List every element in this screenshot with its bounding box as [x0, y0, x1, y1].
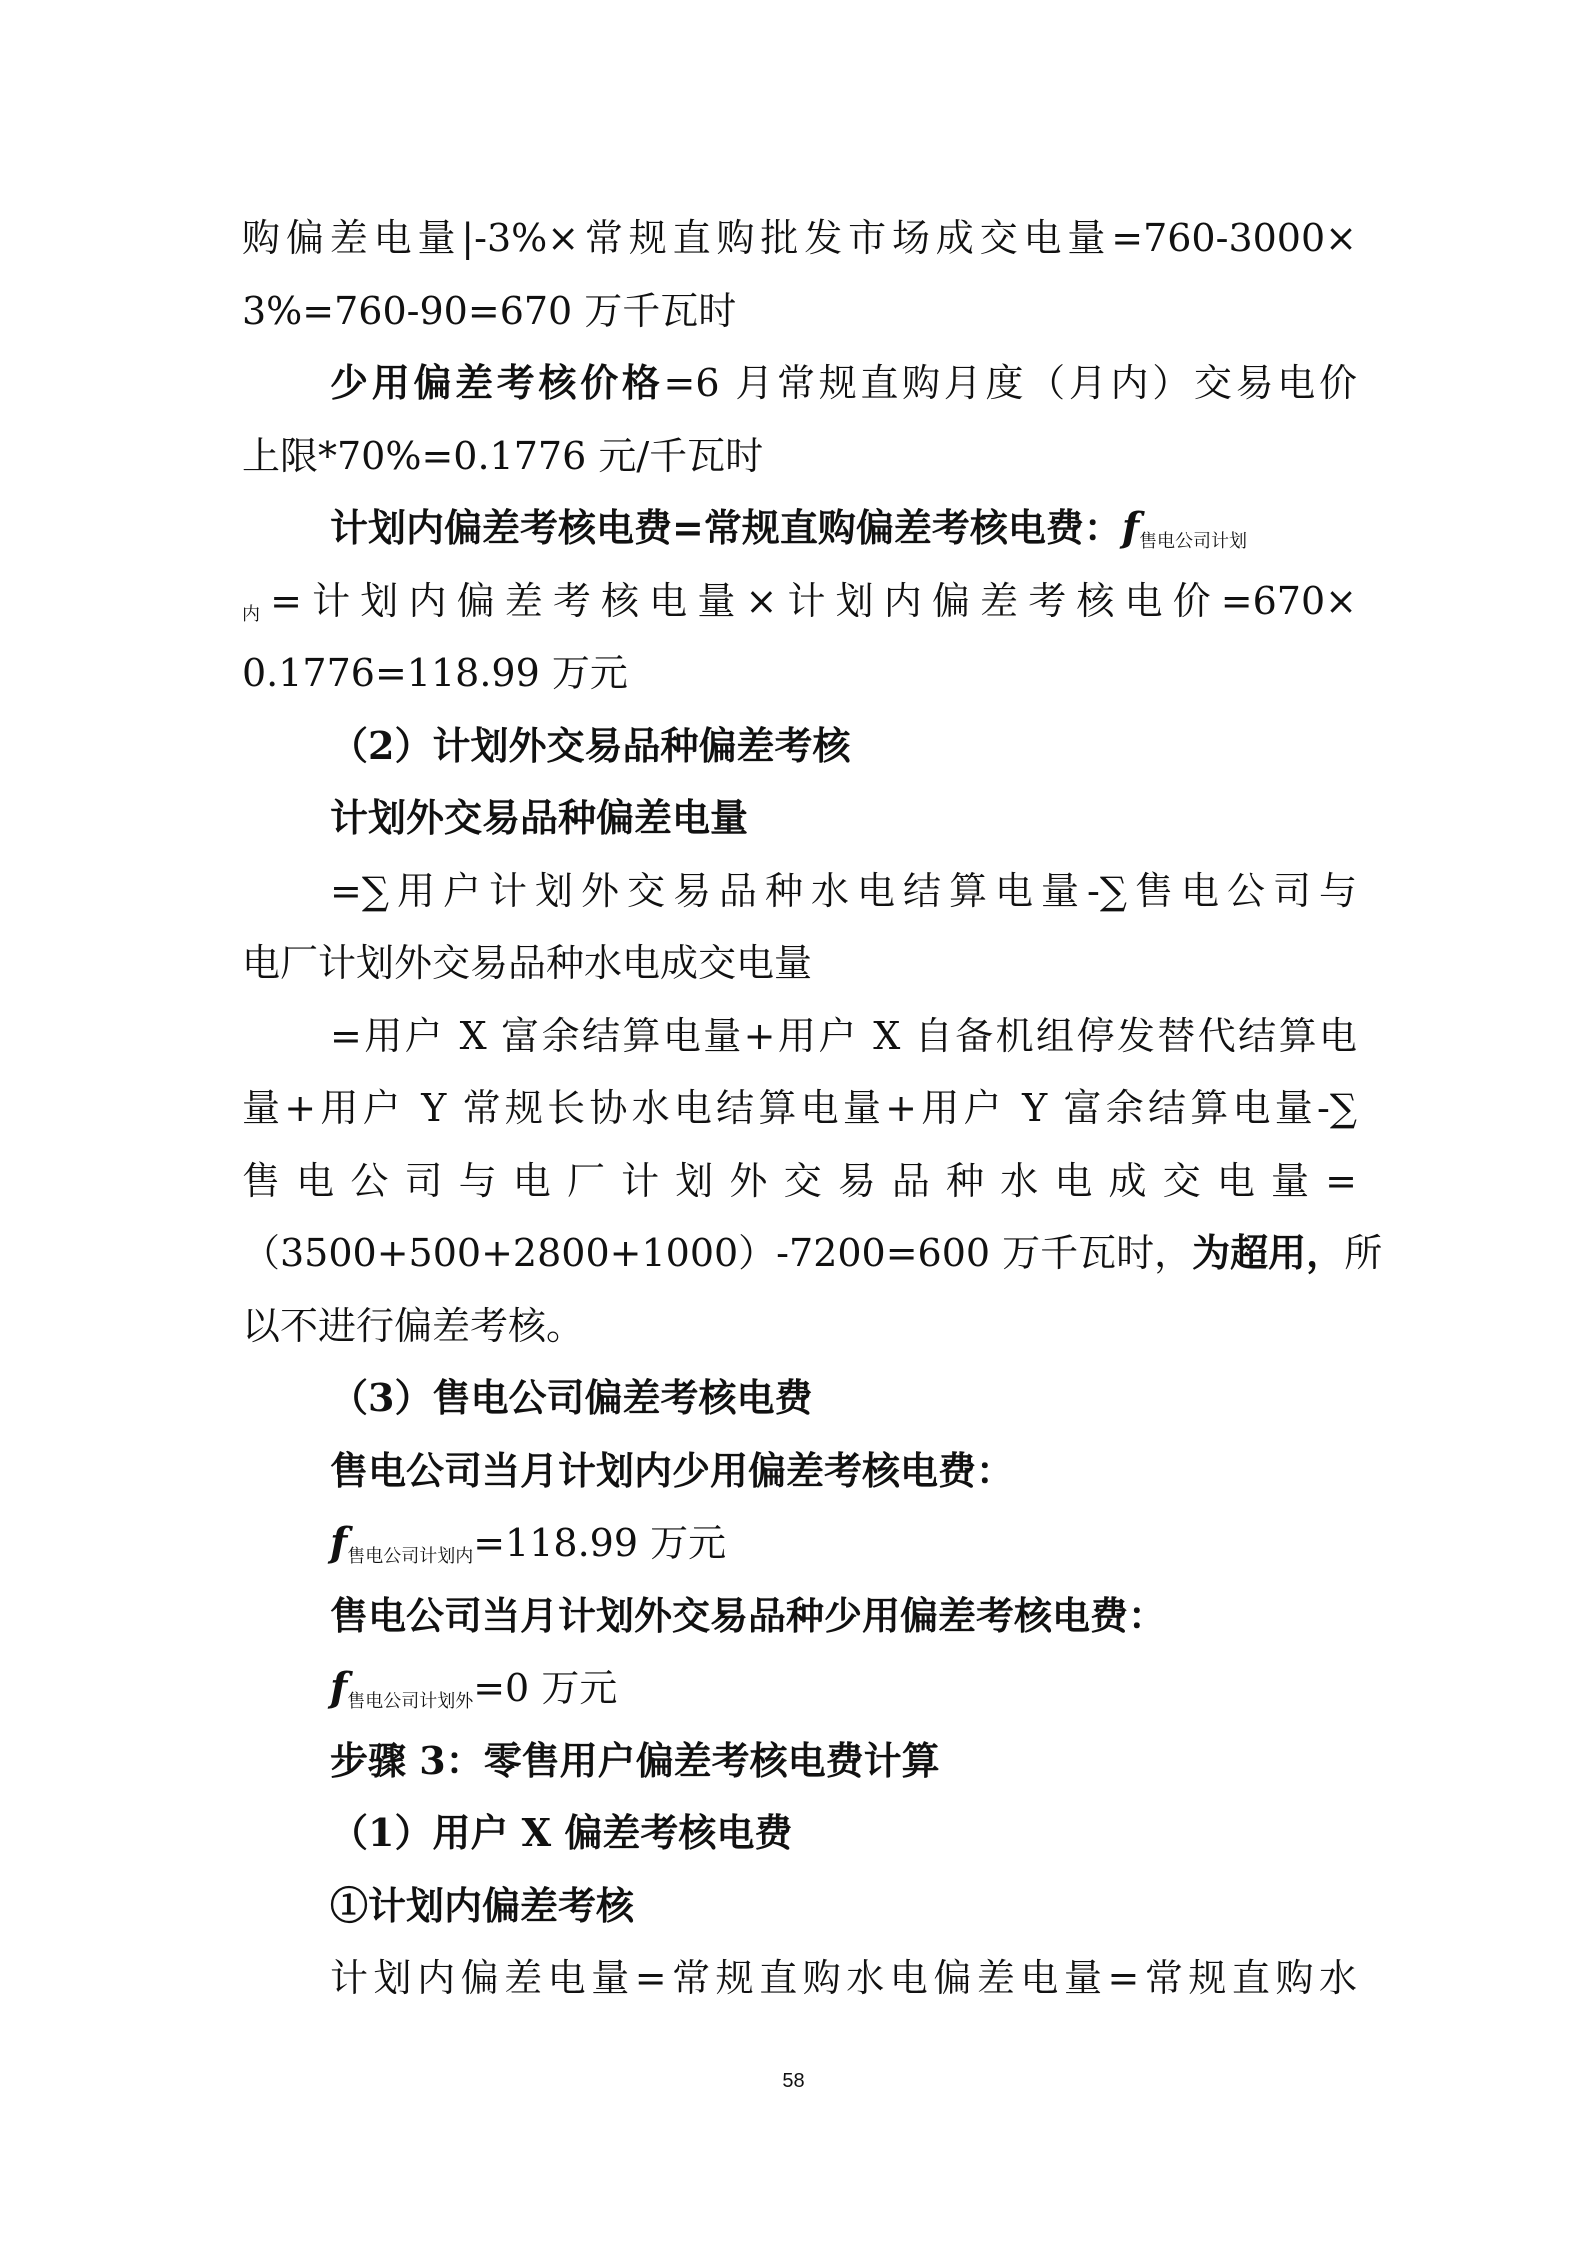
text-line — [242, 571, 1357, 631]
text-segment: 3%=760-90=670 万千瓦时 — [242, 288, 737, 333]
text-line — [330, 1876, 1357, 1936]
page-number: 58 — [782, 2070, 805, 2092]
text-segment: 所 — [1344, 1231, 1383, 1275]
formula-symbol: f — [330, 1664, 348, 1711]
text-segment: 购偏差电量|-3%×常规直购批发市场成交电量=760-3000× — [242, 216, 1357, 260]
text-line — [330, 1368, 1357, 1428]
subscript-text: 售电公司计划内 — [347, 1546, 474, 1567]
text-segment: 计划内偏差电量=常规直购水电偏差电量=常规直购水 — [330, 1956, 1357, 2000]
text-segment: =6 月常规直购月度（月内）交易电价 — [663, 361, 1357, 405]
text-segment: 上限*70%=0.1776 元/千瓦时 — [242, 433, 764, 478]
text-line — [330, 1513, 1357, 1573]
text-segment: 量+用户 Y 常规长协水电结算电量+用户 Y 富余结算电量-∑ — [242, 1086, 1357, 1130]
text-segment: =0 万元 — [473, 1666, 618, 1710]
text-line — [242, 1078, 1357, 1138]
bold-text: （3）售电公司偏差考核电费 — [330, 1375, 813, 1420]
text-line — [242, 281, 1357, 341]
text-segment: =∑用户计划外交易品种水电结算电量-∑售电公司与 — [330, 868, 1357, 913]
text-line — [330, 716, 1357, 776]
text-segment: 售 电 公 司 与 电 厂 计 划 外 交 易 品 种 水 电 成 交 电 量 = — [242, 1158, 1357, 1203]
bold-text: 为超用， — [1192, 1230, 1345, 1275]
subscript-text: 售电公司计划外 — [347, 1691, 474, 1712]
bold-text: 计划外交易品种偏差电量 — [330, 795, 749, 840]
subscript-text: 售电公司计划 — [1139, 531, 1248, 552]
text-segment: =用户 X 富余结算电量+用户 X 自备机组停发替代结算电 — [330, 1013, 1357, 1058]
bold-text: 售电公司当月计划外交易品种少用偏差考核电费： — [330, 1592, 1167, 1638]
text-line — [330, 1006, 1357, 1066]
text-segment: 以不进行偏差考核。 — [242, 1303, 585, 1348]
text-line — [330, 1731, 1357, 1791]
bold-text: 步骤 3：零售用户偏差考核电费计算 — [330, 1737, 940, 1783]
text-line — [242, 208, 1357, 268]
text-line — [242, 1223, 1383, 1283]
text-line — [242, 1296, 1357, 1356]
text-line — [330, 498, 1357, 558]
text-segment: （3500+500+2800+1000）-7200=600 万千瓦时， — [242, 1231, 1193, 1275]
text-line — [330, 1658, 1357, 1718]
text-line — [242, 1151, 1357, 1211]
text-segment: 电厂计划外交易品种水电成交电量 — [242, 941, 813, 985]
bold-text: 少用偏差考核价格 — [330, 360, 664, 405]
text-line — [330, 1803, 1357, 1863]
text-line — [330, 1586, 1357, 1646]
text-segment: =计划内偏差考核电量×计划内偏差考核电价=670× — [270, 578, 1357, 623]
text-line — [242, 933, 1357, 993]
text-line — [330, 353, 1357, 413]
text-segment: 0.1776=118.99 万元 — [242, 651, 628, 695]
text-line — [242, 426, 1357, 486]
text-line — [330, 1948, 1357, 2008]
subscript-text: 内 — [242, 603, 271, 625]
bold-text: 售电公司当月计划内少用偏差考核电费： — [330, 1447, 1015, 1493]
text-line — [330, 788, 1357, 848]
bold-text: ①计划内偏差考核 — [330, 1882, 635, 1928]
text-line — [330, 1441, 1357, 1501]
text-line — [330, 861, 1357, 921]
text-line — [242, 643, 1357, 703]
bold-text: （2）计划外交易品种偏差考核 — [330, 722, 851, 768]
bold-text: （1）用户 X 偏差考核电费 — [330, 1810, 793, 1855]
formula-symbol: f — [1121, 504, 1140, 551]
bold-text: 计划内偏差考核电费=常规直购偏差考核电费： — [330, 505, 1122, 550]
text-segment: =118.99 万元 — [473, 1521, 727, 1565]
formula-symbol: f — [330, 1519, 348, 1566]
